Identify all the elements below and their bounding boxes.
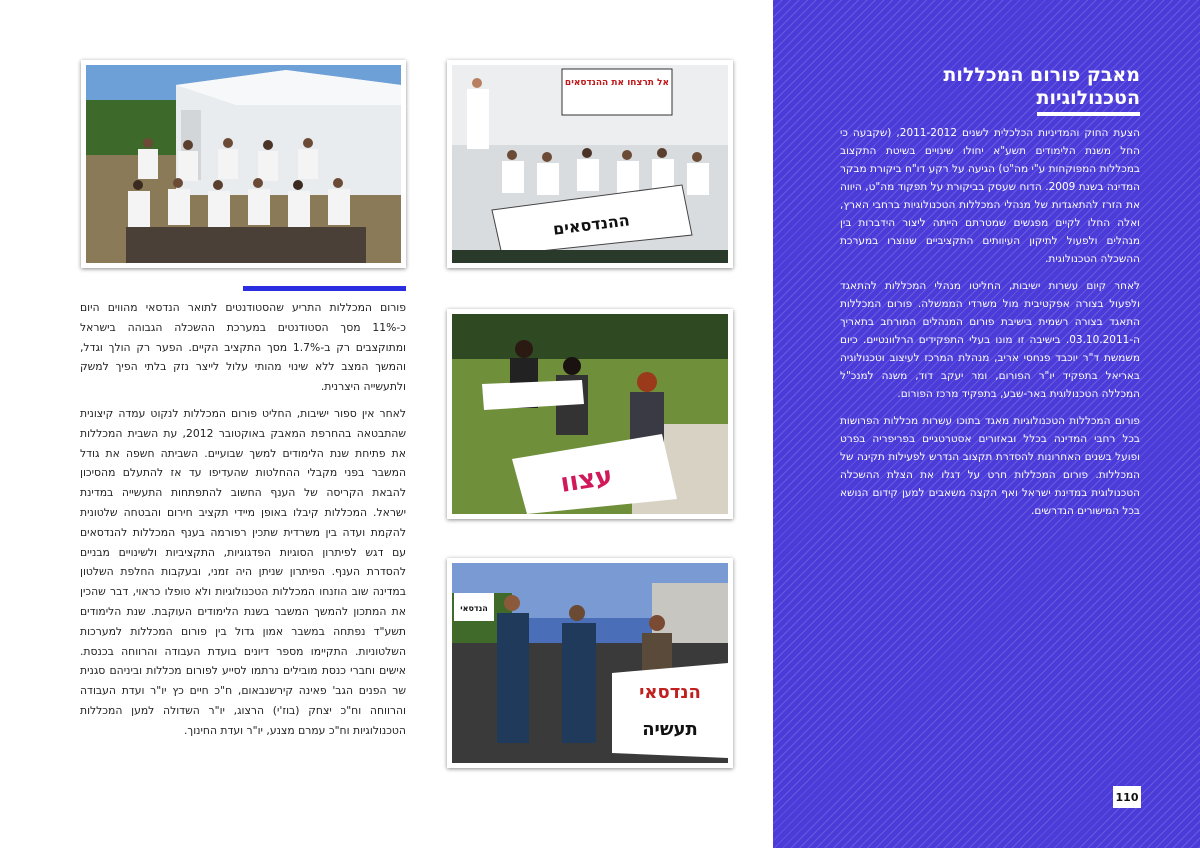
photo-street-protest <box>447 558 733 768</box>
accent-bar <box>243 286 406 291</box>
left-paragraph-2: לאחר אין ספור ישיבות, החליט פורום המכללות לנקוט עמדה קיצונית שהתבטאה בהחרפת המאבק באוקטובר 2012, עת השבית המכללות את פתיחת שנת הלימודים למשך שבועיים. השביתה חשפה את גודל המשבר בפני מקבלי ההחלטות שהעדיפו עד אז להתעלם מהסיכון להבאת הקריסה של הענף החשוב להתפתחות התעשייה במדינת ישראל. המכללות קיבלו באופן מיידי תקציב חירום והבטחה שלטונית להקמת ועדה בין משרדית שתכין רפורמה בענף המכללות להנדסאים עם דגש לפיתרון הסוגיות הפדגוגיות, התקציביות ולשינויים מבניים להסדרת הענף. הפיתרון שניתן היה זמני, ובעקבות החלפת השלטון במדינה שוב הוזנחו המכללות הטכנולוגיות ולא טופלו כראוי, דבר שהכין את המתכון להמשך המשבר בשנת הלימודים העוקבת. שנת הלימודים תשע"ד נפתחה במשבר אמון גדול בין פורום המכללות למערכות השלטוניות. התקיימו מספר דיונים בועדת העבודה והרווחה בכנסת. אישים וחברי כנסת מובילים נרתמו לסייע לפורום מכללות וביניהם סגנית שר הפנים הגב' פאינה קירשנבאום, ח"כ חיים כץ יו"ר ועדת העבודה והרווחה וח"כ יצחק (בוז'י) הרצוג, יו"ר השדולה למען המכללות הטכנולוגיות וח"כ עמרם מצנע, יו"ר ועדת החינוך. <box>80 406 407 737</box>
side-title-line-2: הטכנולוגיות <box>1037 87 1140 116</box>
photo-women-signs <box>447 309 733 519</box>
left-paragraph-1: פורום המכללות התריע שהסטודנטים לתואר הנדסאי מהווים היום כ-11% מסך הסטודנטים במערכת ההשכלה הגבוהה בישראל ומתוקצבים רק ב-1.7% מסך התקציב הקיים. הפער רק הולך וגדל, והמשך המצב ללא שינוי מהותי עלול לייצר נזק בלתי הפיך למשק ולתעשייה היצרנית. <box>80 301 406 394</box>
march-banner-word-2: תעשיה <box>642 719 698 740</box>
photo-group-tent <box>81 60 406 268</box>
side-paragraph-3: פורום המכללות הטכנולוגיות מאגד בתוכו עשרות מכללות הפרושות בכל רחבי המדינה בכלל ובאזורים אסטרטגיים בפריפריה בפרט ופועל בשנים האחרונות להסדרת תקצוב הנדרש לפעילות תקינה של המכללות. פורום המכללות חרט על דגלו את הצלת ההשכלה הטכנולוגית במדינת ישראל ואף הקצה משאבים למען קידום הנושא בכל המישורים הנדרשים. <box>840 415 1140 517</box>
side-title <box>840 64 1140 116</box>
side-paragraph-2: לאחר קיום עשרות ישיבות, החליטו מנהלי המכללות להתאגד ולפעול בצורה אפקטיבית מול משרדי הממשלה. פורום המכללות התאגד בצורה רשמית בישיבת פורום המנהלים המורחב בתאריך ה-03.10.2011. בישיבה זו מונו בעלי התפקידים הרלוונטיים. כיום משמשת ד"ר יוכבד פנחסי אריב, מנהלת המרכז לעיצוב וטכנולוגיה באריאל בתפקיד יו"ר הפורום, ומר יעקב דוד, משנה למנכ"ל המכללה הטכנולוגית באר-שבע, בתפקיד מרכז הפורום. <box>840 280 1140 400</box>
sign-line-1: אל תרצחו את ההנדסאים <box>564 78 670 88</box>
svg-text:עצוו: עצוו <box>558 461 615 499</box>
side-paragraph-1: הצעת החוק והמדיניות הכלכלית לשנים 2011-2012, (שקבעה כי החל משנת הלימודים תשע"א יחולו שינויים בשיטת התקצוב במכללות המפוקחות ע"י מה"ט) הגיעה על רקע דו"ח ביקורת מבקר המדינה בשנת 2009. הדוח שעסק בביקורת על תפקוד מה"ט, היווה את הזרז להתאגדות של מנהלי המכללות הטכנולוגיות ברחבי הארץ, ואלה החלו לקיים מפגשים שמטרתם הייתה ליצור הידברות בין מנהלים ולפעול לתיקון העיוותים התקציביים שנוצרו במערכת ההשכלה הטכנולוגית. <box>840 127 1140 265</box>
page-number: 110 <box>1113 786 1141 808</box>
side-article-text <box>840 124 1140 529</box>
side-title-line-1: מאבק פורום המכללות <box>943 64 1140 86</box>
march-banner-word-1: הנדסאי <box>639 682 701 703</box>
banner-word: ההנדסאים <box>551 210 631 239</box>
photo-sit-in-tent <box>447 60 733 268</box>
march-sign-small: הנדסאי <box>460 604 488 613</box>
left-article-text <box>80 298 406 748</box>
